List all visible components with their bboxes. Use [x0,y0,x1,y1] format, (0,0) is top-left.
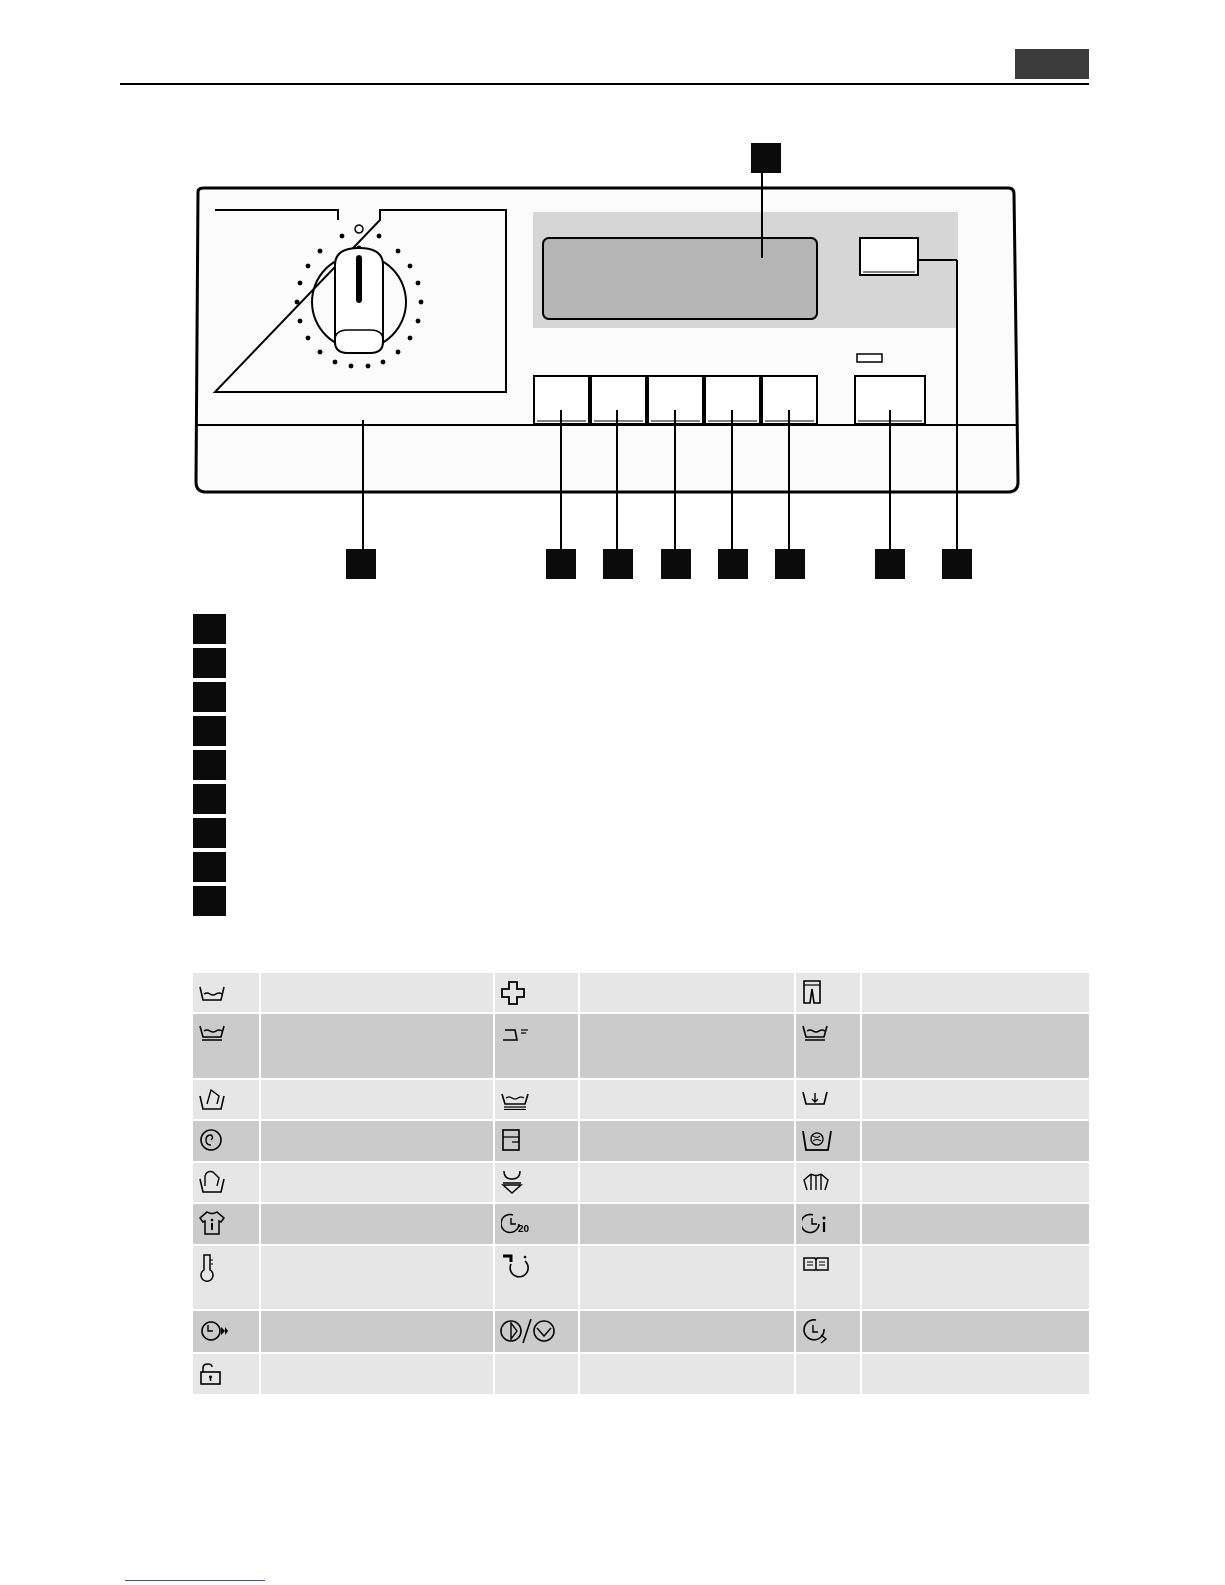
table-text-cell [862,1080,1089,1119]
table-empty-cell [495,1354,578,1394]
legend-badge-1 [193,614,226,644]
table-row [193,1121,1089,1161]
table-text-cell [580,1121,794,1161]
table-text-cell [261,1204,493,1244]
timer-info-icon-cell [796,1204,860,1244]
table-text-cell [862,1121,1089,1161]
table-text-cell [862,1014,1089,1078]
tub-synthetics-icon [802,1022,828,1042]
cross-icon-cell [495,973,578,1012]
table-row [193,1311,1089,1352]
shirt-info-icon [199,1210,225,1236]
on-off-button[interactable] [860,238,918,275]
tub-wool-icon [802,1127,832,1153]
table-text-cell [261,1354,493,1394]
time-saving-icon-cell [193,1311,259,1352]
badge-button-3 [661,549,691,579]
badge-display [751,143,781,173]
table-text-cell [862,1311,1089,1352]
start-led [857,354,882,362]
header-rule [120,83,1089,85]
hand-wash-icon-cell [193,1163,259,1202]
control-panel-illustration [180,140,1030,580]
legend-badge-6 [193,784,226,814]
badge-button-2 [603,549,633,579]
tub-drain-icon-cell [796,1080,860,1119]
badge-on-off [942,549,972,579]
tap-rinse-icon [501,1252,531,1280]
jeans-icon-cell [796,973,860,1012]
tub-double-line-icon-cell [193,1014,259,1078]
book-icon [802,1255,830,1273]
tub-wool-icon-cell [796,1121,860,1161]
table-text-cell [862,1354,1089,1394]
table-text-cell [580,1014,794,1078]
legend-badge-4 [193,716,226,746]
door-lock-icon [199,1362,223,1386]
legend-badge-9 [193,886,226,916]
tub-cotton-icon [199,983,225,1003]
start-pause-icon-cell [495,1311,578,1352]
table-text-cell [261,1311,493,1352]
table-row [193,973,1089,1012]
table-text-cell [862,973,1089,1012]
iron-easy-icon-cell [495,1014,578,1078]
timer-info-icon [802,1210,830,1236]
duvet-icon-cell [495,1121,578,1161]
tub-wavy-icon-cell [495,1080,578,1119]
lingerie-icon [501,1169,523,1195]
table-text-cell [580,1311,794,1352]
time-saving-icon [199,1319,229,1343]
tub-prewash-icon-cell [193,1080,259,1119]
tub-cotton-icon-cell [193,973,259,1012]
tub-drain-icon [802,1088,828,1110]
hand-wash-icon [199,1168,225,1194]
table-row [193,1163,1089,1202]
badge-button-4 [718,549,748,579]
legend-badge-7 [193,818,226,848]
duvet-icon [501,1128,521,1152]
table-text-cell [580,1080,794,1119]
lingerie-icon-cell [495,1163,578,1202]
book-icon-cell [796,1246,860,1309]
table-empty-cell [796,1354,860,1394]
tub-wavy-icon [501,1090,529,1110]
table-row [193,1014,1089,1078]
display-screen [543,238,817,319]
table-text-cell [862,1246,1089,1309]
button-2[interactable] [591,376,646,424]
footer-link-underline [125,1580,265,1581]
table-text-cell [862,1204,1089,1244]
table-text-cell [261,1163,493,1202]
tub-double-line-icon [199,1022,225,1042]
thermometer-icon [199,1252,215,1282]
table-text-cell [261,1246,493,1309]
start-pause-icon [499,1317,557,1345]
table-text-cell [580,1246,794,1309]
table-text-cell [580,1163,794,1202]
delay-start-icon [802,1317,830,1345]
timer-20-icon [501,1212,531,1236]
iron-easy-icon [501,1024,529,1042]
header-language-tab [1015,49,1089,79]
delay-start-icon-cell [796,1311,860,1352]
badge-button-5 [775,549,805,579]
shirt-info-icon-cell [193,1204,259,1244]
legend-badge-3 [193,682,226,712]
tub-synthetics-icon-cell [796,1014,860,1078]
shirt-jacket-icon-cell [796,1163,860,1202]
table-row [193,1246,1089,1309]
tub-prewash-icon [199,1086,225,1112]
svg-text:20: 20 [518,1224,530,1235]
badge-dial [346,549,376,579]
table-text-cell [261,1014,493,1078]
thermometer-icon-cell [193,1246,259,1309]
spin-spiral-icon [199,1128,223,1152]
tap-rinse-icon-cell [495,1246,578,1309]
badge-start-button [875,549,905,579]
door-lock-icon-cell [193,1354,259,1394]
table-text-cell [261,1080,493,1119]
legend-badge-5 [193,750,226,780]
legend-badge-8 [193,852,226,882]
table-text-cell [261,973,493,1012]
legend-badge-2 [193,648,226,678]
table-text-cell [580,973,794,1012]
jeans-icon [802,979,822,1005]
spin-spiral-icon-cell [193,1121,259,1161]
timer-20-icon-cell [495,1204,578,1244]
table-row [193,1080,1089,1119]
shirt-jacket-icon [802,1172,830,1192]
table-row [193,1204,1089,1244]
table-row [193,1354,1089,1394]
table-text-cell [862,1163,1089,1202]
badge-button-1 [546,549,576,579]
table-text-cell [261,1121,493,1161]
table-text-cell [580,1354,794,1394]
cross-icon [501,981,525,1005]
table-text-cell [580,1204,794,1244]
